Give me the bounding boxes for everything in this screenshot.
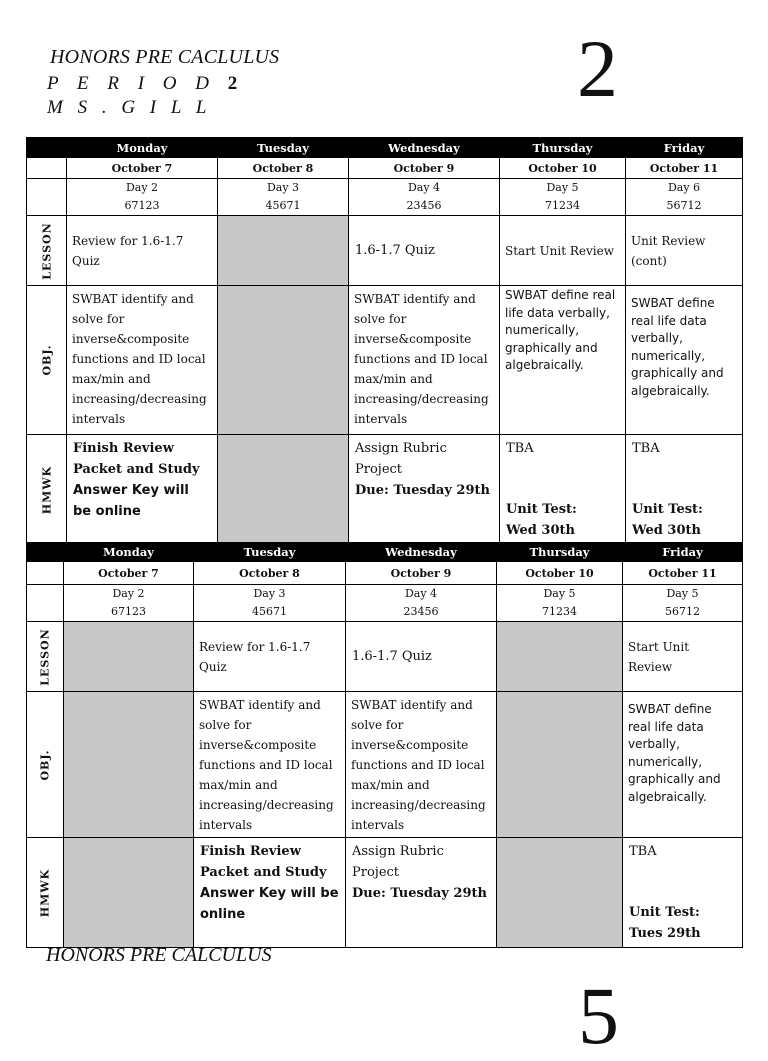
- rotation-code: 67123: [124, 199, 160, 212]
- lesson-text: 1.6-1.7 Quiz: [352, 649, 432, 664]
- homework-line: Assign Rubric Project: [355, 441, 447, 477]
- rotation-code: 23456: [406, 199, 442, 212]
- lesson-cell: [623, 622, 743, 692]
- empty-homework-cell: [218, 435, 349, 545]
- homework-content: [500, 435, 625, 544]
- week-number-top: 2: [577, 23, 618, 114]
- homework-cell: [67, 435, 218, 545]
- rotation-cell: [67, 179, 218, 216]
- date-cell: October 8: [194, 562, 346, 585]
- day-number: Day 5: [543, 587, 576, 600]
- week2-lesson-row: [27, 622, 743, 692]
- unit-test-label: Unit Test:: [506, 502, 577, 517]
- empty-label-cell: [27, 585, 64, 622]
- date-cell: October 9: [349, 158, 500, 179]
- rotation-cell: [626, 179, 743, 216]
- day-number: Day 3: [253, 587, 286, 600]
- lesson-cell: [349, 216, 500, 286]
- day-number: Day 5: [666, 587, 699, 600]
- empty-homework-cell: [497, 838, 623, 948]
- next-page-course-title: HONORS PRE CALCULUS: [46, 944, 272, 966]
- objective-text: SWBAT identify and solve for inverse&composite functions and ID local max/min and increasing/decreasing intervals: [72, 292, 207, 426]
- period-label: P E R I O D: [47, 73, 216, 94]
- homework-line: TBA: [629, 844, 657, 859]
- week1-rotation-row: [27, 179, 743, 216]
- date-cell: October 10: [497, 562, 623, 585]
- day-number: Day 3: [266, 181, 300, 194]
- homework-content: [194, 838, 345, 928]
- homework-cell: [194, 838, 346, 948]
- empty-label-cell: [27, 158, 67, 179]
- homework-due: Due: Tuesday 29th: [355, 483, 490, 498]
- day-number: Day 4: [404, 587, 438, 600]
- homework-row-label: HMWK: [40, 465, 53, 514]
- week1-lesson-row: [27, 216, 743, 286]
- lesson-text: Unit Review (cont): [631, 234, 706, 268]
- rotation-cell: [497, 585, 623, 622]
- period-number: 2: [227, 73, 245, 94]
- rotation-cell: [218, 179, 349, 216]
- objective-text: SWBAT define real life data verbally, numerically, graphically and algebraically.: [628, 702, 721, 804]
- objective-row-label: OBJ.: [40, 344, 53, 376]
- lesson-text: Start Unit Review: [505, 244, 615, 258]
- lesson-cell: [626, 216, 743, 286]
- homework-line: TBA: [632, 441, 660, 456]
- week2-rotation-row: [27, 585, 743, 622]
- row-label-cell: [27, 838, 64, 948]
- lesson-row-label: LESSON: [38, 627, 52, 686]
- empty-objective-cell: [497, 692, 623, 838]
- rotation-cell: [623, 585, 743, 622]
- day-name: Friday: [626, 138, 743, 158]
- empty-label-cell: [27, 562, 64, 585]
- week1-objective-row: [27, 286, 743, 435]
- lesson-cell: [67, 216, 218, 286]
- homework-content: [346, 838, 496, 907]
- empty-lesson-cell: [64, 622, 194, 692]
- homework-cell: [349, 435, 500, 545]
- corner-cell: [27, 138, 67, 158]
- homework-note: Answer Key will be online: [73, 483, 189, 519]
- rotation-cell: [349, 179, 500, 216]
- day-number: Day 2: [112, 587, 145, 600]
- empty-label-cell: [27, 179, 67, 216]
- course-title: HONORS PRE CACLULUS: [50, 46, 280, 68]
- objective-cell: [500, 286, 626, 435]
- day-name: Tuesday: [194, 543, 346, 562]
- objective-row-label: OBJ.: [38, 748, 52, 781]
- rotation-code: 67123: [111, 605, 146, 618]
- day-name: Friday: [623, 543, 743, 562]
- date-cell: October 11: [626, 158, 743, 179]
- empty-objective-cell: [64, 692, 194, 838]
- lesson-text: Start Unit Review: [628, 640, 690, 674]
- empty-lesson-cell: [497, 622, 623, 692]
- homework-line: Finish Review Packet and Study: [200, 844, 327, 880]
- row-label-cell: [27, 216, 67, 286]
- week2-homework-row: [27, 838, 743, 948]
- week1-homework-row: [27, 435, 743, 545]
- day-name: Thursday: [497, 543, 623, 562]
- empty-objective-cell: [218, 286, 349, 435]
- objective-cell: [349, 286, 500, 435]
- week1-date-row: [27, 158, 743, 179]
- date-cell: October 8: [218, 158, 349, 179]
- day-name: Thursday: [500, 138, 626, 158]
- objective-cell: [626, 286, 743, 435]
- homework-content: [623, 838, 742, 947]
- homework-content: [626, 435, 742, 544]
- week1-plan-table: [26, 137, 743, 545]
- date-cell: October 7: [64, 562, 194, 585]
- rotation-code: 56712: [665, 605, 700, 618]
- day-number: Day 4: [407, 181, 441, 194]
- objective-text: SWBAT identify and solve for inverse&composite functions and ID local max/min and increasing/decreasing intervals: [354, 292, 489, 426]
- homework-line: TBA: [506, 441, 534, 456]
- objective-cell: [67, 286, 218, 435]
- rotation-code: 71234: [545, 199, 580, 212]
- day-name: Monday: [64, 543, 194, 562]
- rotation-code: 23456: [403, 605, 439, 618]
- objective-text: SWBAT define real life data verbally, numerically, graphically and algebraically.: [505, 288, 616, 372]
- rotation-code: 56712: [666, 199, 702, 212]
- objective-text: SWBAT identify and solve for inverse&composite functions and ID local max/min and increasing/decreasing intervals: [351, 698, 486, 832]
- lesson-text: Review for 1.6-1.7 Quiz: [72, 234, 184, 268]
- objective-text: SWBAT identify and solve for inverse&composite functions and ID local max/min and increasing/decreasing intervals: [199, 698, 334, 832]
- unit-test-date: Wed 30th: [632, 523, 701, 538]
- week2-objective-row: [27, 692, 743, 838]
- rotation-cell: [194, 585, 346, 622]
- homework-due: Due: Tuesday 29th: [352, 886, 487, 901]
- homework-note: Answer Key will be online: [200, 886, 339, 922]
- rotation-code: 45671: [252, 605, 287, 618]
- date-cell: October 10: [500, 158, 626, 179]
- week2-date-row: [27, 562, 743, 585]
- unit-test-label: Unit Test:: [629, 905, 700, 920]
- empty-lesson-cell: [218, 216, 349, 286]
- lesson-cell: [500, 216, 626, 286]
- corner-cell: [27, 543, 64, 562]
- objective-cell: [623, 692, 743, 838]
- teacher-name: M S . G I L L: [47, 97, 212, 118]
- date-cell: October 11: [623, 562, 743, 585]
- homework-cell: [626, 435, 743, 545]
- row-label-cell: [27, 692, 64, 838]
- homework-line: Finish Review Packet and Study: [73, 441, 200, 477]
- lesson-cell: [346, 622, 497, 692]
- period-line: [47, 73, 244, 95]
- homework-line: Assign Rubric Project: [352, 844, 444, 880]
- objective-cell: [194, 692, 346, 838]
- empty-homework-cell: [64, 838, 194, 948]
- homework-content: [349, 435, 499, 504]
- lesson-row-label: LESSON: [40, 221, 53, 280]
- rotation-code: 71234: [542, 605, 577, 618]
- day-name: Wednesday: [349, 138, 500, 158]
- rotation-cell: [500, 179, 626, 216]
- unit-test-date: Tues 29th: [629, 926, 701, 941]
- lesson-text: Review for 1.6-1.7 Quiz: [199, 640, 311, 674]
- rotation-cell: [346, 585, 497, 622]
- homework-cell: [500, 435, 626, 545]
- rotation-code: 45671: [265, 199, 301, 212]
- week1-day-header-row: [27, 138, 743, 158]
- week2-day-header-row: [27, 543, 743, 562]
- day-number: Day 6: [667, 181, 701, 194]
- unit-test-date: Wed 30th: [506, 523, 575, 538]
- week2-plan-table: [26, 542, 743, 948]
- day-name: Tuesday: [218, 138, 349, 158]
- day-number: Day 2: [125, 181, 159, 194]
- unit-test-label: Unit Test:: [632, 502, 703, 517]
- date-cell: October 7: [67, 158, 218, 179]
- day-name: Monday: [67, 138, 218, 158]
- day-number: Day 5: [546, 181, 579, 194]
- homework-row-label: HMWK: [38, 868, 52, 917]
- lesson-text: 1.6-1.7 Quiz: [355, 243, 435, 258]
- homework-cell: [623, 838, 743, 948]
- rotation-cell: [64, 585, 194, 622]
- lesson-cell: [194, 622, 346, 692]
- objective-cell: [346, 692, 497, 838]
- homework-content: [67, 435, 217, 525]
- homework-cell: [346, 838, 497, 948]
- row-label-cell: [27, 622, 64, 692]
- row-label-cell: [27, 435, 67, 545]
- row-label-cell: [27, 286, 67, 435]
- objective-text: SWBAT define real life data verbally, numerically, graphically and algebraically.: [631, 296, 724, 398]
- week-number-bottom: 5: [578, 970, 619, 1061]
- date-cell: October 9: [346, 562, 497, 585]
- day-name: Wednesday: [346, 543, 497, 562]
